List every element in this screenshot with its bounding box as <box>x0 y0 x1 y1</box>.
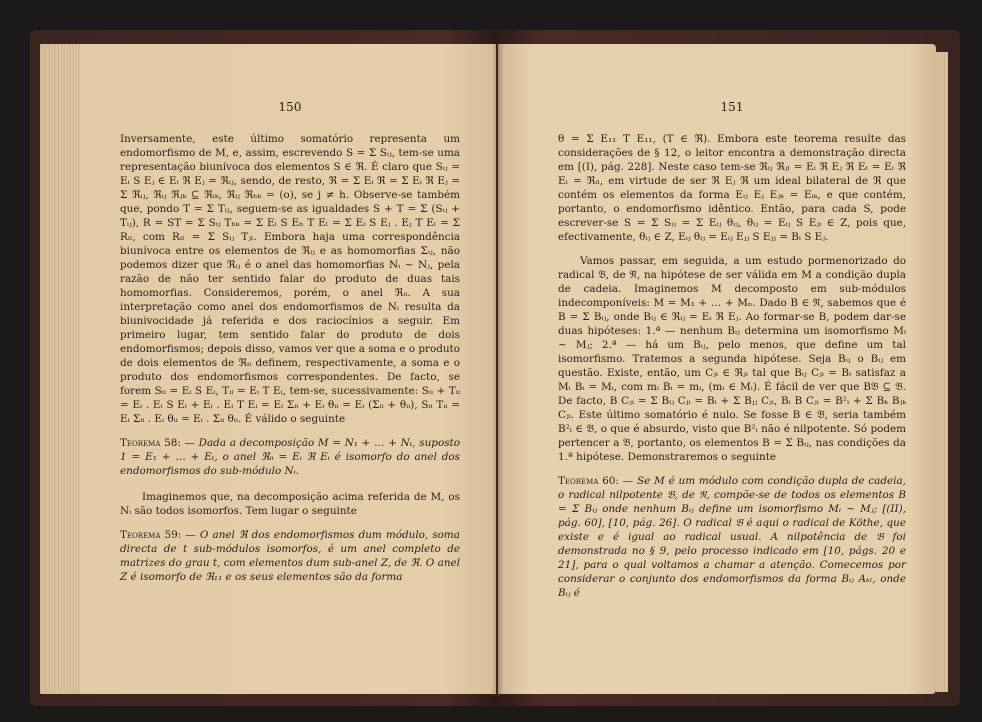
theorem-58 <box>120 436 460 478</box>
right-page <box>498 44 936 694</box>
page-edges-left <box>40 44 80 694</box>
left-page <box>40 44 496 694</box>
theorem-59 <box>120 528 460 584</box>
paragraph: θ = Σ E₁₁ T E₁₁, (T ∈ ℜ). Embora este teorema resulte das considerações de § 12, o leitor encontra a demonstração directa em [(I), pág. 228]. Neste caso tem-se ℜᵢⱼ ℜⱼₗ = Eᵢ ℜ Eⱼ ℜ Eₗ = Eᵢ ℜ Eₗ = ℜᵢₗ, em virtude de ser ℜ Eⱼ ℜ um ideal bilateral de ℜ que contém os elementos da forma Eᵢⱼ Eⱼ Eⱼₖ = Eᵢₖ, e que contém, portanto, o endomorfismo idêntico. Então, para cada S, pode escrever-se S = Σ Sᵢⱼ = Σ Eᵢⱼ θᵢⱼ, θᵢⱼ = Eᵢⱼ S Eⱼᵢ ∈ Z, pois que, efectivamente, θᵢⱼ ∈ Z, Eᵢⱼ θᵢⱼ = Eᵢⱼ Eⱼⱼ S Eⱼⱼ = Bᵢ S Eⱼ. <box>558 133 906 243</box>
theorem-60 <box>558 474 906 600</box>
theorem-label: Teorema 58: <box>120 437 181 449</box>
paragraph: Imaginemos que, na decomposição acima referida de M, os Nᵢ são todos isomorfos. Tem lugar o seguinte <box>120 491 460 517</box>
theorem-label: Teorema 59: <box>120 529 182 541</box>
theorem-statement: — Se M é um módulo com condição dupla de cadeia, o radical nilpotente 𝔅, de ℜ, compõe-se de todos os elementos B = Σ Bᵢⱼ onde nenhum Bᵢⱼ define um isomorfismo Mᵢ ~ Mⱼ; [(II), pág. 60], [10, pág. 26]. O radical 𝔅 é aqui o radical de Köthe, que existe e é igual ao radical usual. A nilpotência de 𝔅 foi demonstrada no § 9, pelo processo indicado em [10, págs. 20 e 21], para o qual voltamos a chamar a atenção. Comecemos por considerar o conjunto dos endomorfismos da forma Bᵢⱼ Aₖₗ, onde Bᵢⱼ é <box>558 475 906 599</box>
paragraph: Inversamente, este último somatório representa um endomorfismo de M, e, assim, escrevendo S = Σ Sᵢⱼ, tem-se uma representação biunívoca dos elementos S ∈ ℜ. É claro que Sᵢⱼ = Eᵢ S Eⱼ ∈ Eᵢ ℜ Eⱼ = ℜᵢⱼ, sendo, de resto, ℜ = Σ Eᵢ ℜ = Σ Eᵢ ℜ Eⱼ = Σ ℜᵢⱼ, ℜᵢⱼ ℜⱼₖ ⊆ ℜᵢₖ, ℜᵢⱼ ℜₕₖ = (o), se j ≠ h. Observe-se também que, pondo T = Σ Tᵢⱼ, seguem-se as igualdades S + T = Σ (Sᵢⱼ + Tᵢⱼ), R = ST = Σ Sᵢⱼ Tₕₖ = Σ Eᵢ S Eₕ T Eₗ = Σ Eᵢ S Eⱼ . Eⱼ T Eₗ = Σ Rᵢₗ, com Rᵢₗ = Σ Sᵢⱼ Tⱼₗ. Embora haja uma correspondência biunívoca entre os elementos de ℜᵢⱼ e as homomorfias Σᵢⱼ, não podemos dizer que ℜᵢⱼ é o anel das homomorfias Nᵢ ~ Nⱼ, pela razão de não ter sentido falar do produto de duas tais homomorfias. Consideremos, porém, o anel ℜᵢᵢ. A sua interpretação como anel dos endomorfismos de Nᵢ resulta da biunivocidade já referida e dos raciocínios a seguir. Em primeiro lugar, tem sentido falar do produto de dois endomorfismos; depois disso, vamos ver que a soma e o produto de dois elementos de ℜᵢᵢ definem, respectivamente, a soma e o produto dos endomorfismos correspondentes. De facto, se forem Sᵢᵢ = Eᵢ S Eᵢ, Tᵢᵢ = Eᵢ T Eᵢ, tem-se, sucessivamente: Sᵢᵢ + Tᵢᵢ = Eᵢ . Eᵢ S Eᵢ + Eᵢ . Eᵢ T Eᵢ = Eᵢ Σᵢᵢ + Eᵢ θᵢᵢ = Eᵢ (Σᵢᵢ + θᵢᵢ), Sᵢᵢ Tᵢᵢ = Eᵢ Σᵢᵢ . Eᵢ θᵢᵢ = Eᵢ . Σᵢᵢ θᵢᵢ. É válido o seguinte <box>120 133 460 425</box>
page-number: 151 <box>720 100 744 114</box>
paragraph: Vamos passar, em seguida, a um estudo pormenorizado do radical 𝔅, de ℜ, na hipótese de ser válida em M a condição dupla de cadeia. Imaginemos M decomposto em sub-módulos indecomponíveis: M = M₁ + … + Mₙ. Dado B ∈ ℜ, sabemos que é B = Σ Bᵢⱼ, onde Bᵢⱼ ∈ ℜᵢⱼ = Eᵢ ℜ Eⱼ. Ao formar-se B, podem dar-se duas hipóteses: 1.ª — nenhum Bᵢⱼ determina um isomorfismo Mᵢ ~ Mⱼ; 2.ª — há um Bᵢⱼ, pelo menos, que define um tal isomorfismo. Tratemos a segunda hipótese. Seja Bᵢⱼ o Bᵢⱼ em questão. Existe, então, um Cⱼᵢ ∈ ℜⱼᵢ tal que Bᵢⱼ Cⱼᵢ = Bᵢ satisfaz a Mᵢ Bᵢ = Mᵢ, com mᵢ Bᵢ = mᵢ, (mᵢ ∈ Mᵢ). É fácil de ver que B𝔅 ⊆ 𝔅. De facto, B Cⱼᵢ = Σ Bᵢⱼ Cⱼᵢ = Bᵢ + Σ Bⱼⱼ Cⱼᵢ, Bᵢ B Cⱼᵢ = B²ᵢ + Σ Bₖ Bⱼₖ Cⱼᵢ. Este último somatório é nulo. Se fosse B ∈ 𝔅, seria também B²ᵢ ∈ 𝔅, o que é absurdo, visto que B²ᵢ não é nilpotente. Só podem pertencer a 𝔅, portanto, os elementos B = Σ Bᵢⱼ, nas condições da 1.ª hipótese. Demonstraremos o seguinte <box>558 255 906 463</box>
page-number: 150 <box>278 100 302 114</box>
theorem-label: Teorema 60: <box>558 475 619 487</box>
page-edges-right <box>936 52 948 692</box>
theorem-statement: — O anel ℜ dos endomorfismos dum módulo, soma directa de t sub-módulos isomorfos, é um anel completo de matrizes do grau t, com elementos dum sub-anel Z, de ℜ. O anel Z é isomorfo de ℜ₁₁ e os seus elementos são da forma <box>120 529 460 583</box>
theorem-statement: — Dada a decomposição M = N₁ + … + Nₜ, suposto 1 = E₁ + … + Eₜ, o anel ℜᵢᵢ = Eᵢ ℜ Eᵢ é isomorfo do anel dos endomorfismos do sub-módulo Nᵢ. <box>120 437 460 477</box>
book-gutter <box>492 44 504 696</box>
